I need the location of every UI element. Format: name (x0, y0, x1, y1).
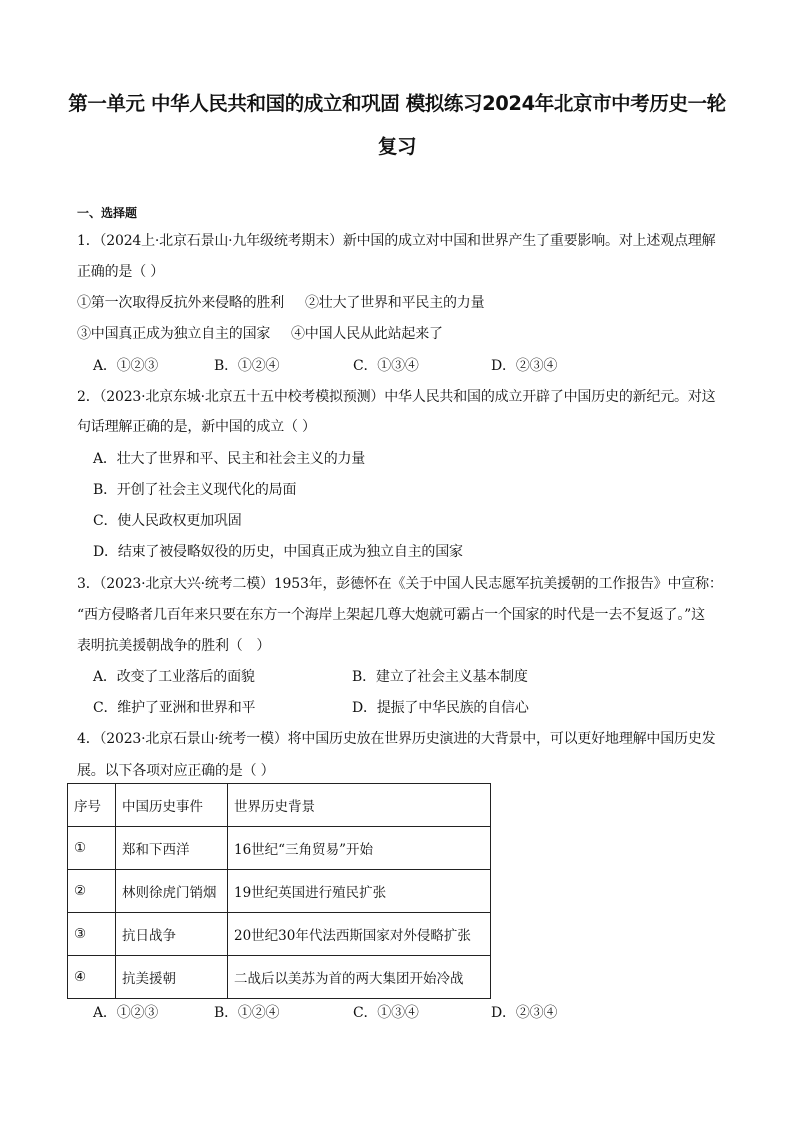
q1-stem-line2: 正确的是（ ） (77, 264, 165, 280)
q3-stem-line1: 3．（2023·北京大兴·统考二模）1953年，彭德怀在《关于中国人民志愿军抗美援朝的工作报告》中宣称： (77, 576, 723, 592)
q1-item-3: ③中国真正成为独立自主的国家 (77, 326, 271, 342)
section-heading: 一、选择题 (77, 206, 138, 220)
table-row (68, 956, 491, 999)
page-title: 第一单元 中华人民共和国的成立和巩固 模拟练习2024年北京市中考历史一轮复习 (68, 92, 726, 158)
q4-stem-line2: 展。以下各项对应正确的是（ ） (77, 763, 275, 779)
table-cell: ① (68, 827, 116, 870)
q4-option-a: A．①②③ (93, 1005, 159, 1021)
table-cell: ④ (68, 956, 116, 999)
table-cell: 林则徐虎门销烟 (116, 870, 228, 913)
q1-stem-line1: 1．（2024上·北京石景山·九年级统考期末）新中国的成立对中国和世界产生了重要影响。对上述观点理解 (77, 233, 716, 249)
table-cell: 二战后以美苏为首的两大集团开始冷战 (228, 956, 491, 999)
q1-option-b: B．①②④ (214, 358, 280, 374)
q2-option-c: C．使人民政权更加巩固 (93, 513, 242, 529)
q1-item-1: ①第一次取得反抗外来侵略的胜利 (77, 295, 284, 311)
table-cell: 抗日战争 (116, 913, 228, 956)
q1-item-2: ②壮大了世界和平民主的力量 (305, 295, 485, 311)
table-cell: 16世纪“三角贸易”开始 (228, 827, 491, 870)
q4-option-d: D．②③④ (491, 1005, 558, 1021)
table-cell: 郑和下西洋 (116, 827, 228, 870)
table-cell: 20世纪30年代法西斯国家对外侵略扩张 (228, 913, 491, 956)
table-header-cell: 世界历史背景 (228, 784, 491, 827)
table-header-cell: 中国历史事件 (116, 784, 228, 827)
table-row (68, 827, 491, 870)
q2-option-a: A．壮大了世界和平、民主和社会主义的力量 (93, 451, 366, 467)
q2-stem-line2: 句话理解正确的是，新中国的成立（ ） (77, 419, 316, 435)
q3-stem-line3: 表明抗美援朝战争的胜利（ ） (77, 638, 271, 654)
table-cell: ② (68, 870, 116, 913)
history-table (67, 783, 491, 999)
q1-option-c: C．①③④ (353, 358, 419, 374)
q3-option-c: C．维护了亚洲和世界和平 (93, 700, 256, 716)
q2-stem-line1: 2．（2023·北京东城·北京五十五中校考模拟预测）中华人民共和国的成立开辟了中国历史的新纪元。对这 (77, 389, 716, 405)
q3-option-d: D．提振了中华民族的自信心 (352, 700, 529, 716)
q3-option-b: B．建立了社会主义基本制度 (352, 669, 528, 685)
q4-option-c: C．①③④ (353, 1005, 419, 1021)
q2-option-d: D．结束了被侵略奴役的历史，中国真正成为独立自主的国家 (93, 544, 463, 560)
table-cell: 抗美援朝 (116, 956, 228, 999)
q3-option-a: A．改变了工业落后的面貌 (93, 669, 255, 685)
q2-option-b: B．开创了社会主义现代化的局面 (93, 482, 297, 498)
table-header-cell: 序号 (68, 784, 116, 827)
table-row (68, 870, 491, 913)
q4-stem-line1: 4．（2023·北京石景山·统考一模）将中国历史放在世界历史演进的大背景中，可以更好地理解中国历史发 (77, 731, 716, 747)
q1-option-a: A．①②③ (93, 358, 159, 374)
table-cell: 19世纪英国进行殖民扩张 (228, 870, 491, 913)
q1-item-4: ④中国人民从此站起来了 (291, 326, 443, 342)
q4-option-b: B．①②④ (214, 1005, 280, 1021)
table-cell: ③ (68, 913, 116, 956)
q3-stem-line2: “西方侵略者几百年来只要在东方一个海岸上架起几尊大炮就可霸占一个国家的时代是一去不复返了。”这 (77, 607, 705, 623)
table-row (68, 913, 491, 956)
q1-option-d: D．②③④ (491, 358, 558, 374)
table-header-row (68, 784, 491, 827)
